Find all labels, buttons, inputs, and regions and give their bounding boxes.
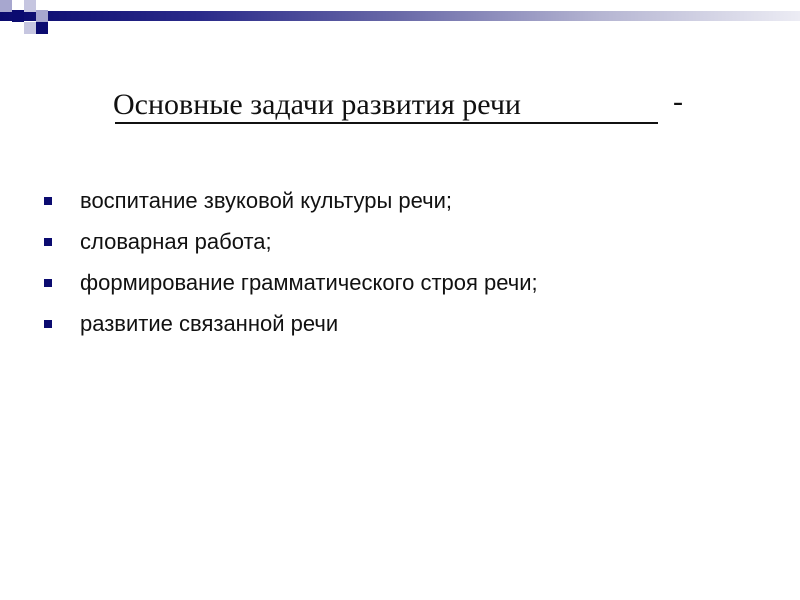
- list-item-text: формирование грамматического строя речи;: [80, 270, 538, 295]
- bullet-list: [44, 182, 784, 346]
- square-bullet-icon: [44, 197, 52, 205]
- title-underline: [115, 122, 658, 124]
- list-item: [44, 223, 784, 264]
- corner-square-decoration: [36, 10, 48, 22]
- title-dash: -: [673, 85, 683, 118]
- slide-title: Основные задачи развития речи: [113, 88, 521, 121]
- list-item-text: словарная работа;: [80, 229, 272, 254]
- square-bullet-icon: [44, 279, 52, 287]
- square-bullet-icon: [44, 238, 52, 246]
- list-item: [44, 305, 784, 346]
- corner-square-decoration: [24, 22, 36, 34]
- corner-square-decoration: [12, 10, 24, 22]
- corner-square-decoration: [36, 22, 48, 34]
- list-item: [44, 264, 784, 305]
- title-row: [113, 82, 733, 128]
- list-item-text: развитие связанной речи: [80, 311, 339, 336]
- list-item-text: воспитание звуковой культуры речи;: [80, 188, 453, 213]
- corner-square-decoration: [24, 0, 36, 12]
- list-item: [44, 182, 784, 223]
- square-bullet-icon: [44, 320, 52, 328]
- header-bar: [0, 11, 800, 21]
- corner-square-decoration: [0, 0, 12, 12]
